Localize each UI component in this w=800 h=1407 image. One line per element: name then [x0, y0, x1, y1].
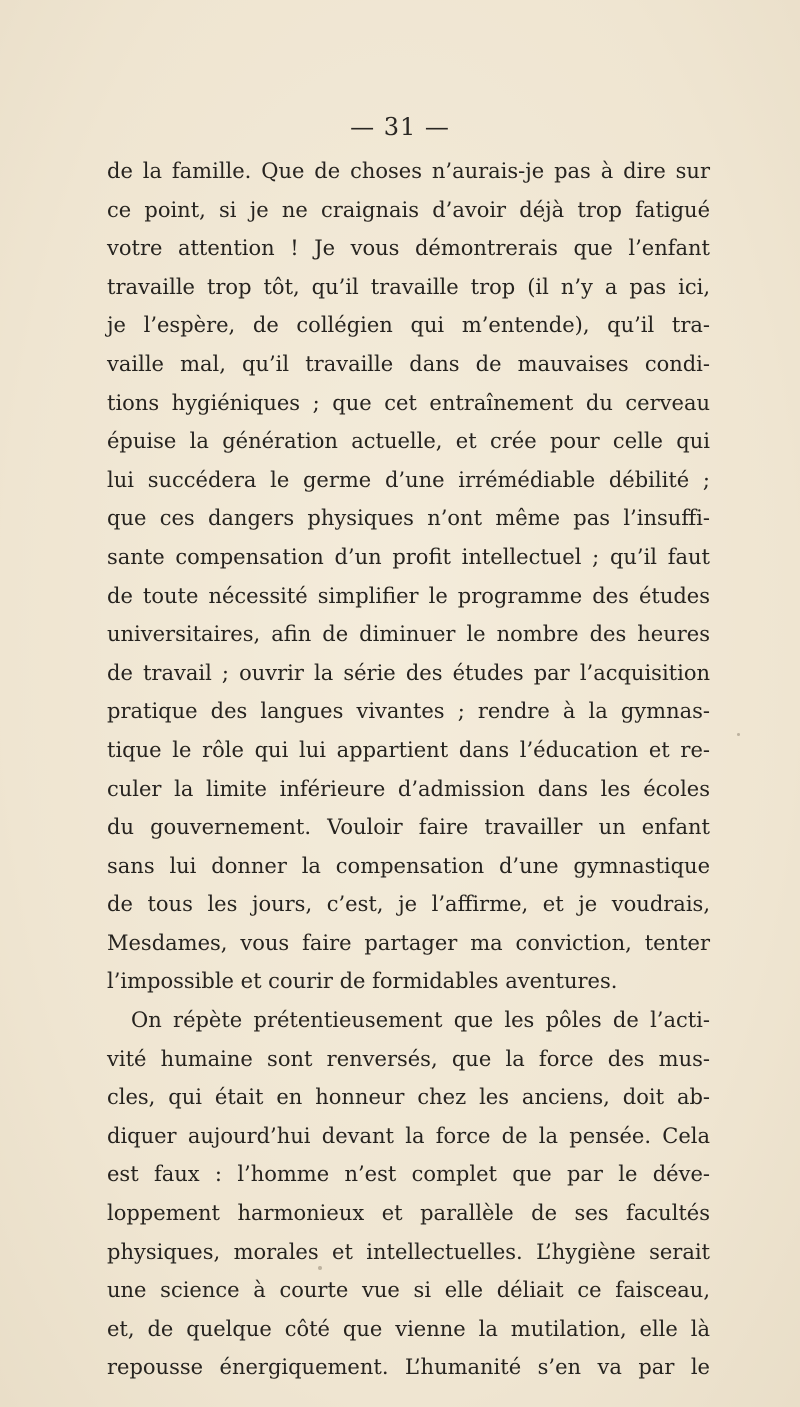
text-line: sante compensation d’un profit intellectuel ; qu’il faut — [107, 544, 710, 569]
text-line: et, de quelque côté que vienne la mutilation, elle là — [107, 1316, 710, 1341]
text-line: que ces dangers physiques n’ont même pas l’insuffi- — [107, 506, 710, 531]
page-number: — 31 — — [350, 113, 450, 141]
paper-speck — [318, 1266, 322, 1270]
text-line: de tous les jours, c’est, je l’affirme, et je voudrais, — [107, 892, 710, 917]
text-line: sans lui donner la compensation d’une gymnastique — [107, 853, 710, 878]
paper-speck — [737, 733, 740, 736]
text-line: lui succédera le germe d’une irrémédiable débilité ; — [107, 467, 710, 492]
text-line: Mesdames, vous faire partager ma conviction, tenter — [107, 930, 710, 955]
text-line: épuise la génération actuelle, et crée pour celle qui — [107, 429, 710, 454]
text-line: repousse énergiquement. L’humanité s’en va par le — [107, 1355, 710, 1380]
text-line: ce point, si je ne craignais d’avoir déjà trop fatigué — [107, 197, 710, 222]
text-line: cles, qui était en honneur chez les anciens, doit ab- — [107, 1085, 710, 1110]
text-line: loppement harmonieux et parallèle de ses facultés — [107, 1201, 710, 1226]
text-line: travaille trop tôt, qu’il travaille trop (il n’y a pas ici, — [107, 274, 710, 299]
text-line: du gouvernement. Vouloir faire travailler un enfant — [107, 815, 710, 840]
text-line: physiques, morales et intellectuelles. L’hygiène serait — [107, 1239, 710, 1264]
text-line: universitaires, afin de diminuer le nombre des heures — [107, 622, 710, 647]
paragraph-end-line: l’impossible et courir de formidables aventures. — [107, 969, 618, 994]
paragraph-start-line: On répète prétentieusement que les pôles de l’acti- — [131, 1008, 710, 1033]
text-line: de toute nécessité simplifier le programme des études — [107, 583, 710, 608]
text-line: tions hygiéniques ; que cet entraînement du cerveau — [107, 390, 710, 415]
text-line: de travail ; ouvrir la série des études par l’acquisition — [107, 660, 710, 685]
body-text — [107, 152, 710, 1387]
text-line: vité humaine sont renversés, que la force des mus- — [107, 1046, 710, 1071]
text-line: votre attention ! Je vous démontrerais que l’enfant — [107, 236, 710, 261]
text-line: de la famille. Que de choses n’aurais-je pas à dire sur — [107, 159, 710, 183]
text-line: une science à courte vue si elle déliait ce faisceau, — [107, 1278, 710, 1303]
text-line: vaille mal, qu’il travaille dans de mauvaises condi- — [107, 351, 710, 376]
text-line: culer la limite inférieure d’admission dans les écoles — [107, 776, 710, 801]
text-line: pratique des langues vivantes ; rendre à la gymnas- — [107, 699, 710, 724]
text-line: est faux : l’homme n’est complet que par le déve- — [107, 1162, 710, 1187]
text-line: je l’espère, de collégien qui m’entende), qu’il tra- — [107, 313, 710, 338]
text-line: tique le rôle qui lui appartient dans l’éducation et re- — [107, 737, 710, 762]
text-line: diquer aujourd’hui devant la force de la pensée. Cela — [107, 1123, 710, 1148]
